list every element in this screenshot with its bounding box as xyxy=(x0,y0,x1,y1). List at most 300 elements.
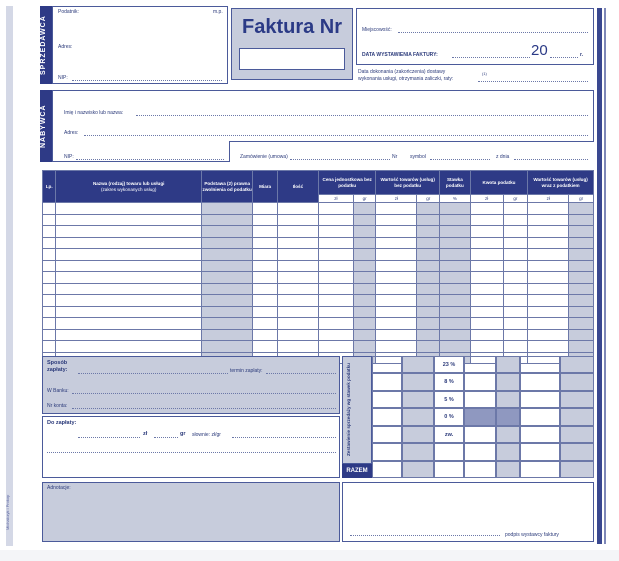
table-cell[interactable] xyxy=(318,295,353,307)
table-cell[interactable] xyxy=(253,249,278,261)
table-cell[interactable] xyxy=(253,260,278,272)
summary-cell[interactable] xyxy=(402,443,434,460)
table-cell[interactable] xyxy=(202,283,253,295)
order-line[interactable] xyxy=(290,159,390,160)
table-cell[interactable] xyxy=(43,318,56,330)
table-cell[interactable] xyxy=(56,329,202,341)
table-cell[interactable] xyxy=(56,341,202,353)
table-cell[interactable] xyxy=(43,295,56,307)
table-cell[interactable] xyxy=(569,329,594,341)
table-cell[interactable] xyxy=(503,341,528,353)
table-cell[interactable] xyxy=(439,249,470,261)
table-cell[interactable] xyxy=(528,214,569,226)
summary-cell[interactable] xyxy=(520,461,560,478)
seller-nip-label: NIP: xyxy=(58,75,68,81)
topay-label: Do zapłaty: xyxy=(47,420,77,426)
order-date-label: z dnia xyxy=(496,154,510,160)
place-label: Miejscowość: xyxy=(362,27,392,33)
table-cell[interactable] xyxy=(376,318,417,330)
table-cell[interactable] xyxy=(528,341,569,353)
table-cell[interactable] xyxy=(253,329,278,341)
table-cell[interactable] xyxy=(353,272,376,284)
summary-cell[interactable] xyxy=(560,391,594,408)
table-cell[interactable] xyxy=(417,272,440,284)
summary-cell[interactable] xyxy=(372,408,402,425)
col-gross: Wartość towarów (usług) wraz z podatkiem xyxy=(528,171,594,195)
table-cell[interactable] xyxy=(277,214,318,226)
table-cell[interactable] xyxy=(417,306,440,318)
seller-nip-line[interactable] xyxy=(72,80,222,81)
summary-rate-cell: zw. xyxy=(434,426,464,443)
table-row xyxy=(43,318,594,330)
table-row xyxy=(43,237,594,249)
table-cell[interactable] xyxy=(353,203,376,215)
table-cell[interactable] xyxy=(277,272,318,284)
table-cell[interactable] xyxy=(503,214,528,226)
table-cell[interactable] xyxy=(417,341,440,353)
table-cell[interactable] xyxy=(253,214,278,226)
payment-method-label: Sposób zapłaty: xyxy=(47,360,68,373)
table-cell[interactable] xyxy=(376,306,417,318)
table-cell[interactable] xyxy=(417,283,440,295)
sub-price-gr: gr xyxy=(353,195,376,203)
table-cell[interactable] xyxy=(56,318,202,330)
table-cell[interactable] xyxy=(376,283,417,295)
table-cell[interactable] xyxy=(503,249,528,261)
table-cell[interactable] xyxy=(569,214,594,226)
table-cell[interactable] xyxy=(202,226,253,238)
table-cell[interactable] xyxy=(43,260,56,272)
table-cell[interactable] xyxy=(376,272,417,284)
table-cell[interactable] xyxy=(470,214,503,226)
table-cell[interactable] xyxy=(376,214,417,226)
summary-cell[interactable] xyxy=(402,461,434,478)
left-margin-text: Michalczyk i Prokop xyxy=(5,494,10,530)
table-cell[interactable] xyxy=(528,329,569,341)
summary-cell[interactable] xyxy=(520,373,560,390)
summary-cell[interactable] xyxy=(560,373,594,390)
table-cell[interactable] xyxy=(528,203,569,215)
topay-zl: zł xyxy=(143,431,148,437)
table-cell[interactable] xyxy=(43,283,56,295)
summary-cell[interactable] xyxy=(464,391,496,408)
payment-method-line[interactable] xyxy=(78,373,228,374)
table-cell[interactable] xyxy=(470,306,503,318)
table-cell[interactable] xyxy=(277,295,318,307)
table-cell[interactable] xyxy=(253,295,278,307)
payment-bank-label: W Banku: xyxy=(47,388,69,394)
table-cell[interactable] xyxy=(503,295,528,307)
table-cell[interactable] xyxy=(503,283,528,295)
table-cell[interactable] xyxy=(417,329,440,341)
table-cell[interactable] xyxy=(318,329,353,341)
summary-rate-cell xyxy=(434,461,464,478)
table-cell[interactable] xyxy=(569,306,594,318)
table-cell[interactable] xyxy=(503,306,528,318)
table-row xyxy=(43,341,594,353)
topay-zl-line[interactable] xyxy=(78,437,140,438)
table-cell[interactable] xyxy=(376,249,417,261)
col-qty: Ilość xyxy=(277,171,318,203)
table-cell[interactable] xyxy=(353,318,376,330)
order-date-line[interactable] xyxy=(514,159,588,160)
delivery-date-line[interactable] xyxy=(478,81,588,82)
buyer-nip-line[interactable] xyxy=(76,159,224,160)
sub-gross-zl: zł xyxy=(528,195,569,203)
signature-line[interactable] xyxy=(350,535,500,536)
table-cell[interactable] xyxy=(318,341,353,353)
summary-cell[interactable] xyxy=(372,426,402,443)
notes-label: Adnotacje: xyxy=(47,485,71,491)
summary-cell[interactable] xyxy=(372,373,402,390)
signature-label: podpis wystawcy faktury xyxy=(505,532,559,538)
payment-account-line[interactable] xyxy=(72,408,336,409)
item-rows xyxy=(43,203,594,364)
table-cell[interactable] xyxy=(318,249,353,261)
table-cell[interactable] xyxy=(569,203,594,215)
table-cell[interactable] xyxy=(277,306,318,318)
summary-cell[interactable] xyxy=(372,356,402,373)
table-cell[interactable] xyxy=(528,295,569,307)
table-cell[interactable] xyxy=(353,249,376,261)
summary-cell[interactable] xyxy=(520,391,560,408)
table-cell[interactable] xyxy=(318,226,353,238)
sub-net-gr: gr xyxy=(417,195,440,203)
table-row xyxy=(43,295,594,307)
table-cell[interactable] xyxy=(470,237,503,249)
payment-account-label: Nr konta: xyxy=(47,403,68,409)
table-cell[interactable] xyxy=(253,203,278,215)
table-cell[interactable] xyxy=(56,249,202,261)
table-cell[interactable] xyxy=(202,295,253,307)
delivery-date-line2: wykonania usługi, otrzymania zaliczki, raty: xyxy=(358,76,454,82)
summary-cell[interactable] xyxy=(464,373,496,390)
table-cell[interactable] xyxy=(202,318,253,330)
place-line[interactable] xyxy=(398,32,588,33)
issue-date-label: DATA WYSTAWIENIA FAKTURY: xyxy=(362,52,438,58)
table-cell[interactable] xyxy=(503,203,528,215)
table-cell[interactable] xyxy=(353,329,376,341)
table-cell[interactable] xyxy=(528,226,569,238)
summary-cell[interactable] xyxy=(464,461,496,478)
table-cell[interactable] xyxy=(439,260,470,272)
table-cell[interactable] xyxy=(376,329,417,341)
table-cell[interactable] xyxy=(43,249,56,261)
table-cell[interactable] xyxy=(569,226,594,238)
table-cell[interactable] xyxy=(417,226,440,238)
table-cell[interactable] xyxy=(56,214,202,226)
topay-gr: gr xyxy=(180,431,186,437)
delivery-date-line1: Data dokonania (zakończenia) dostawy xyxy=(358,69,446,75)
summary-cell[interactable] xyxy=(560,426,594,443)
table-cell[interactable] xyxy=(253,226,278,238)
table-cell[interactable] xyxy=(569,341,594,353)
table-cell[interactable] xyxy=(376,260,417,272)
table-cell[interactable] xyxy=(43,203,56,215)
table-cell[interactable] xyxy=(528,272,569,284)
summary-cell[interactable] xyxy=(372,461,402,478)
table-cell[interactable] xyxy=(417,237,440,249)
table-cell[interactable] xyxy=(470,272,503,284)
table-cell[interactable] xyxy=(318,272,353,284)
summary-cell[interactable] xyxy=(402,356,434,373)
table-cell[interactable] xyxy=(439,226,470,238)
payment-box xyxy=(42,356,340,414)
table-cell[interactable] xyxy=(376,237,417,249)
topay-gr-line[interactable] xyxy=(154,437,178,438)
table-cell[interactable] xyxy=(56,295,202,307)
table-cell[interactable] xyxy=(353,341,376,353)
summary-cell[interactable] xyxy=(560,461,594,478)
issue-date-suffix: r. xyxy=(580,52,584,58)
sub-tax-gr: gr xyxy=(503,195,528,203)
sub-price-zl: zł xyxy=(318,195,353,203)
summary-cell[interactable] xyxy=(520,426,560,443)
table-cell[interactable] xyxy=(277,283,318,295)
summary-cell[interactable] xyxy=(560,443,594,460)
table-cell[interactable] xyxy=(528,306,569,318)
summary-cell[interactable] xyxy=(496,373,520,390)
table-row xyxy=(43,203,594,215)
table-row xyxy=(43,283,594,295)
table-cell[interactable] xyxy=(318,283,353,295)
table-cell[interactable] xyxy=(318,306,353,318)
table-row xyxy=(43,260,594,272)
table-cell[interactable] xyxy=(56,237,202,249)
table-cell[interactable] xyxy=(439,318,470,330)
table-cell[interactable] xyxy=(503,237,528,249)
table-cell[interactable] xyxy=(470,318,503,330)
table-cell[interactable] xyxy=(253,318,278,330)
table-cell[interactable] xyxy=(417,260,440,272)
summary-cell[interactable] xyxy=(496,356,520,373)
table-cell[interactable] xyxy=(439,203,470,215)
col-name-sub: (zakres wykonanych usług) xyxy=(100,186,157,192)
table-header-row xyxy=(43,171,594,195)
table-cell[interactable] xyxy=(43,329,56,341)
table-cell[interactable] xyxy=(253,283,278,295)
table-cell[interactable] xyxy=(503,318,528,330)
summary-cell[interactable] xyxy=(402,373,434,390)
table-row xyxy=(43,249,594,261)
table-cell[interactable] xyxy=(253,237,278,249)
table-cell[interactable] xyxy=(503,226,528,238)
topay-box xyxy=(42,416,340,478)
table-cell[interactable] xyxy=(417,295,440,307)
table-cell[interactable] xyxy=(202,237,253,249)
table-cell[interactable] xyxy=(439,272,470,284)
summary-cell[interactable] xyxy=(372,443,402,460)
buyer-nip-label: NIP: xyxy=(64,154,74,160)
table-cell[interactable] xyxy=(503,260,528,272)
summary-rate-cell: 23 % xyxy=(434,356,464,373)
order-label: Zamówienie (umowa) xyxy=(240,154,288,160)
table-cell[interactable] xyxy=(318,237,353,249)
summary-cell[interactable] xyxy=(520,408,560,425)
table-cell[interactable] xyxy=(56,260,202,272)
table-cell[interactable] xyxy=(202,272,253,284)
delivery-footnote: (1) xyxy=(482,71,487,76)
summary-total-label: RAZEM xyxy=(342,464,372,478)
table-cell[interactable] xyxy=(56,272,202,284)
summary-cell[interactable] xyxy=(496,408,520,425)
table-cell[interactable] xyxy=(417,203,440,215)
issue-date-line[interactable] xyxy=(452,57,530,58)
topay-words-label: słownie: zł/gr xyxy=(192,432,221,438)
table-cell[interactable] xyxy=(43,272,56,284)
summary-cell[interactable] xyxy=(464,426,496,443)
table-cell[interactable] xyxy=(318,214,353,226)
table-cell[interactable] xyxy=(470,226,503,238)
summary-cell[interactable] xyxy=(520,443,560,460)
table-cell[interactable] xyxy=(470,203,503,215)
table-cell[interactable] xyxy=(277,226,318,238)
table-cell[interactable] xyxy=(528,283,569,295)
table-cell[interactable] xyxy=(318,318,353,330)
table-cell[interactable] xyxy=(503,329,528,341)
table-cell[interactable] xyxy=(353,214,376,226)
sub-gross-gr: gr xyxy=(569,195,594,203)
table-cell[interactable] xyxy=(253,341,278,353)
table-cell[interactable] xyxy=(353,295,376,307)
table-cell[interactable] xyxy=(353,260,376,272)
summary-cell[interactable] xyxy=(464,443,496,460)
table-cell[interactable] xyxy=(43,237,56,249)
table-row xyxy=(43,226,594,238)
payment-due-label: termin zapłaty: xyxy=(230,368,263,374)
summary-cell[interactable] xyxy=(402,426,434,443)
table-cell[interactable] xyxy=(439,329,470,341)
summary-cell[interactable] xyxy=(496,426,520,443)
table-cell[interactable] xyxy=(56,283,202,295)
table-cell[interactable] xyxy=(439,295,470,307)
table-cell[interactable] xyxy=(202,249,253,261)
table-cell[interactable] xyxy=(528,237,569,249)
table-cell[interactable] xyxy=(202,203,253,215)
table-cell[interactable] xyxy=(376,341,417,353)
table-cell[interactable] xyxy=(528,318,569,330)
table-cell[interactable] xyxy=(277,341,318,353)
table-cell[interactable] xyxy=(353,226,376,238)
summary-cell[interactable] xyxy=(520,356,560,373)
payment-due-line[interactable] xyxy=(266,373,336,374)
invoice-number-field[interactable] xyxy=(239,48,345,70)
table-cell[interactable] xyxy=(202,306,253,318)
table-cell[interactable] xyxy=(569,318,594,330)
summary-cell[interactable] xyxy=(496,461,520,478)
summary-cell[interactable] xyxy=(402,391,434,408)
table-cell[interactable] xyxy=(376,295,417,307)
summary-cell[interactable] xyxy=(560,408,594,425)
summary-cell[interactable] xyxy=(496,443,520,460)
table-cell[interactable] xyxy=(202,214,253,226)
table-cell[interactable] xyxy=(470,249,503,261)
summary-cell[interactable] xyxy=(560,356,594,373)
table-cell[interactable] xyxy=(417,249,440,261)
table-cell[interactable] xyxy=(417,318,440,330)
table-cell[interactable] xyxy=(470,283,503,295)
summary-cell[interactable] xyxy=(496,391,520,408)
table-cell[interactable] xyxy=(569,295,594,307)
table-cell[interactable] xyxy=(43,306,56,318)
col-lp: Lp. xyxy=(43,171,56,203)
table-cell[interactable] xyxy=(202,260,253,272)
table-cell[interactable] xyxy=(569,237,594,249)
topay-words-line[interactable] xyxy=(232,437,336,438)
invoice-title: Faktura Nr xyxy=(241,16,343,38)
notes-box xyxy=(42,482,340,542)
right-edge-bar xyxy=(597,8,602,544)
table-cell[interactable] xyxy=(439,306,470,318)
order-symbol-line[interactable] xyxy=(430,159,490,160)
table-cell[interactable] xyxy=(528,260,569,272)
table-cell[interactable] xyxy=(277,237,318,249)
table-cell[interactable] xyxy=(569,249,594,261)
table-cell[interactable] xyxy=(253,272,278,284)
table-cell[interactable] xyxy=(56,306,202,318)
table-cell[interactable] xyxy=(353,306,376,318)
table-cell[interactable] xyxy=(353,283,376,295)
table-cell[interactable] xyxy=(277,329,318,341)
summary-cell[interactable] xyxy=(464,356,496,373)
col-net: Wartość towarów (usług) bez podatku xyxy=(376,171,440,195)
issue-date-year-line[interactable] xyxy=(550,57,578,58)
table-cell[interactable] xyxy=(43,341,56,353)
summary-cell[interactable] xyxy=(402,408,434,425)
table-cell[interactable] xyxy=(470,260,503,272)
table-cell[interactable] xyxy=(56,226,202,238)
table-cell[interactable] xyxy=(202,341,253,353)
table-cell[interactable] xyxy=(43,226,56,238)
table-cell[interactable] xyxy=(318,203,353,215)
table-cell[interactable] xyxy=(439,283,470,295)
table-cell[interactable] xyxy=(202,329,253,341)
payment-bank-line[interactable] xyxy=(72,393,336,394)
table-cell[interactable] xyxy=(353,237,376,249)
summary-cell[interactable] xyxy=(372,391,402,408)
table-cell[interactable] xyxy=(569,272,594,284)
table-cell[interactable] xyxy=(503,272,528,284)
table-cell[interactable] xyxy=(318,260,353,272)
table-cell[interactable] xyxy=(43,214,56,226)
issue-date-year: 20 xyxy=(531,42,548,59)
sub-tax-zl: zł xyxy=(470,195,503,203)
table-cell[interactable] xyxy=(277,203,318,215)
table-cell[interactable] xyxy=(439,341,470,353)
table-cell[interactable] xyxy=(439,237,470,249)
table-cell[interactable] xyxy=(56,203,202,215)
table-cell[interactable] xyxy=(253,306,278,318)
table-cell[interactable] xyxy=(439,214,470,226)
table-cell[interactable] xyxy=(277,318,318,330)
table-cell[interactable] xyxy=(470,329,503,341)
table-cell[interactable] xyxy=(528,249,569,261)
table-cell[interactable] xyxy=(470,341,503,353)
topay-words-line2[interactable] xyxy=(47,452,336,453)
table-cell[interactable] xyxy=(277,249,318,261)
table-cell[interactable] xyxy=(470,295,503,307)
buyer-address-line[interactable] xyxy=(84,135,588,136)
sub-net-zl: zł xyxy=(376,195,417,203)
buyer-name-line[interactable] xyxy=(136,115,588,116)
table-cell[interactable] xyxy=(277,260,318,272)
table-cell[interactable] xyxy=(376,203,417,215)
table-cell[interactable] xyxy=(417,214,440,226)
summary-cell[interactable] xyxy=(464,408,496,425)
table-cell[interactable] xyxy=(569,260,594,272)
table-cell[interactable] xyxy=(376,226,417,238)
table-cell[interactable] xyxy=(569,283,594,295)
